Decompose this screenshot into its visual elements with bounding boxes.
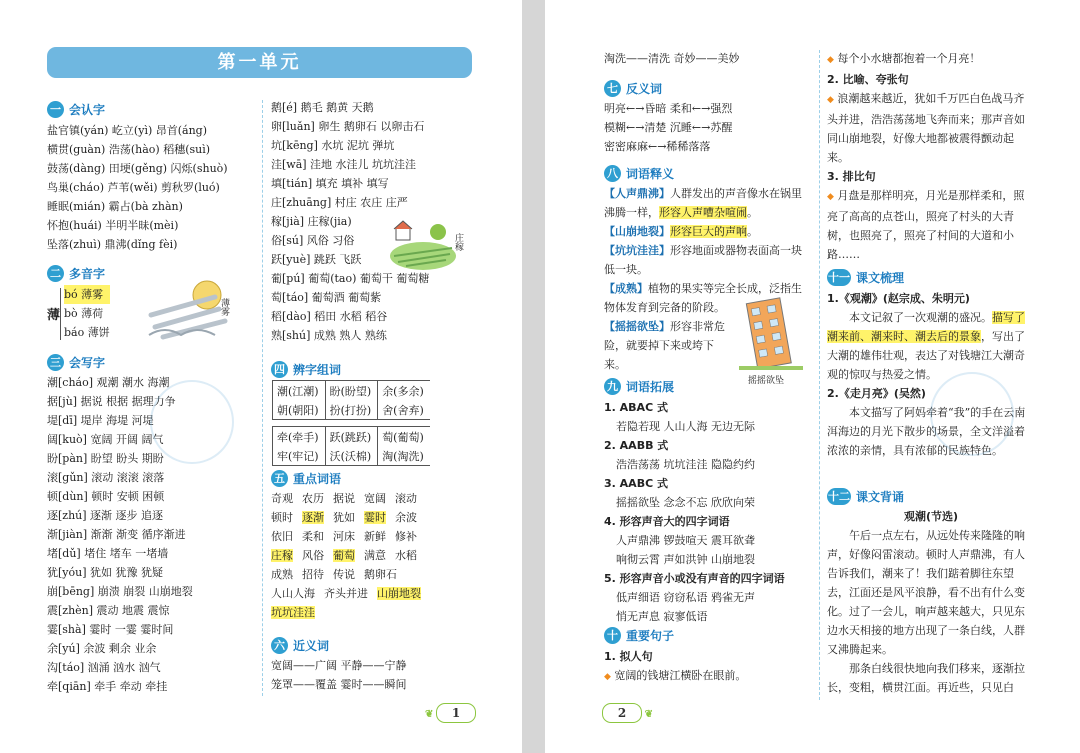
keyword: 坑坑洼洼	[271, 606, 315, 619]
antonym-line: 明亮←→昏暗 柔和←→强烈	[604, 102, 733, 115]
keyword-row	[271, 508, 491, 527]
page-number-badge	[425, 703, 476, 723]
leaf-icon: ❦	[425, 709, 434, 720]
write-line: 稻[dào] 稻田 水稻 稻谷	[271, 310, 388, 323]
discriminate-word: 扮(打扮)	[325, 400, 378, 420]
keyword: 水稻	[395, 549, 417, 562]
keyword: 修补	[395, 530, 417, 543]
section-recognize-heading	[47, 100, 105, 119]
definition-term: 【人声鼎沸】	[604, 187, 670, 200]
write-line: 逐[zhú] 逐渐 逐步 追逐	[47, 509, 164, 522]
write-line: 堤[dī] 堤岸 海堤 河堤	[47, 414, 154, 427]
expand-items: 浩浩荡荡 坑坑洼洼 隐隐约约	[616, 458, 755, 471]
section-number: 八	[604, 165, 621, 182]
section-title: 辨字组词	[293, 363, 342, 377]
keyword: 鹅卵石	[364, 568, 397, 581]
recite-title: 观潮(节选)	[903, 510, 959, 523]
section-number: 一	[47, 101, 64, 118]
keyword: 逐渐	[302, 511, 324, 524]
section-sentences-heading	[604, 626, 674, 645]
recognize-line: 盐官镇(yán) 屹立(yì) 昂首(áng)	[47, 124, 208, 137]
section-number: 十	[604, 627, 621, 644]
write-line: 震[zhèn] 震动 地震 震惊	[47, 604, 170, 617]
discriminate-word: 跃(跳跃)	[325, 427, 378, 447]
write-line: 跃[yuè] 跳跃 飞跃	[271, 253, 362, 266]
antonym-line: 密密麻麻←→稀稀落落	[604, 140, 711, 153]
keyword-row	[271, 603, 491, 622]
summary-highlight: 描写了潮来前、潮来时、潮去后的景象	[827, 311, 1025, 343]
definition-highlight: 形容人声嘈杂喧闹	[659, 206, 747, 219]
keyword: 柔和	[302, 530, 324, 543]
summary-title: 2.《走月亮》(吴然)	[827, 387, 926, 400]
section-summary-heading	[827, 268, 904, 287]
write-line: 堵[dǔ] 堵住 堵车 一堵墙	[47, 547, 169, 560]
column-divider	[262, 100, 263, 696]
summary-paragraph	[827, 308, 1035, 384]
sentence-item	[827, 89, 1035, 167]
section-number: 四	[271, 361, 288, 378]
recognize-line: 怀抱(huái) 半明半昧(mèi)	[47, 219, 179, 232]
discriminate-word: 潮(江潮)	[273, 381, 326, 401]
expand-heading: 3. AABC 式	[604, 477, 668, 490]
section-number: 九	[604, 378, 621, 395]
keyword: 宽阔	[364, 492, 386, 505]
keyword: 庄稼	[271, 549, 293, 562]
write-line: 鹅[é] 鹅毛 鹅黄 天鹅	[271, 101, 374, 114]
recognize-line: 横贯(guàn) 浩荡(hào) 稻穗(suì)	[47, 143, 211, 156]
write-line: 萄[táo] 葡萄酒 葡萄紫	[271, 291, 382, 304]
discriminate-word: 萄(葡萄)	[378, 427, 430, 447]
recite-block	[827, 507, 1035, 697]
section-title: 重要句子	[626, 629, 675, 643]
polyphone-line: báo 薄饼	[64, 326, 110, 339]
recite-paragraph: 那条白线很快地向我们移来，逐渐拉长，变粗，横贯江面。再近些，只见白	[827, 662, 1025, 694]
keyword: 山崩地裂	[377, 587, 421, 600]
definition-term: 【成熟】	[604, 282, 648, 295]
sentence-heading: 2. 比喻、夸张句	[827, 73, 909, 86]
synonym-continuation	[604, 49, 740, 68]
definition-item	[604, 241, 809, 279]
expand-heading: 1. ABAC 式	[604, 401, 668, 414]
bullet-icon: ◆	[604, 672, 611, 682]
definition-highlight: 形容巨大的声响	[670, 225, 747, 238]
write-line: 犹[yóu] 犹如 犹豫 犹疑	[47, 566, 163, 579]
sentence-column	[827, 49, 1035, 264]
write-line: 牵[qiān] 牵手 牵动 牵挂	[47, 680, 168, 693]
sentence-item	[827, 186, 1035, 264]
section-number: 二	[47, 265, 64, 282]
section-number: 六	[271, 637, 288, 654]
section-polyphone-heading	[47, 264, 105, 283]
keyword-row	[271, 489, 491, 508]
section-number: 七	[604, 80, 621, 97]
definition-item	[604, 222, 809, 241]
keyword-row	[271, 527, 491, 546]
write-line: 庄[zhuāng] 村庄 农庄 庄严	[271, 196, 408, 209]
section-title: 词语释义	[626, 167, 675, 181]
keyword: 霎时	[364, 511, 386, 524]
discriminate-word: 牢(牢记)	[273, 446, 326, 466]
keyword: 人山人海	[271, 587, 315, 600]
recite-paragraph: 午后一点左右，从远处传来隆隆的响声，好像闷雷滚动。顿时人声鼎沸，有人告诉我们，潮来了！我们踮着脚往东望去，江面还是风平浪静，看不出有什么变化。过了一会儿，响声越来越大，只见东边水天相接的地方出现了一条白线，人群又沸腾起来。	[827, 529, 1025, 656]
recognize-line: 坠落(zhuì) 鼎沸(dǐng fèi)	[47, 238, 178, 251]
definition-end: 。	[747, 206, 758, 219]
section-title: 课文背诵	[856, 490, 905, 504]
sentence-item	[827, 49, 1035, 70]
expand-items: 若隐若现 人山人海 无边无际	[616, 420, 755, 433]
keyword-list	[271, 489, 491, 622]
expand-heading: 5. 形容声音小或没有声音的四字词语	[604, 572, 785, 585]
section-synonym-heading	[271, 636, 329, 655]
sentence-item	[604, 666, 814, 687]
antonym-line: 模糊←→清楚 沉睡←→苏醒	[604, 121, 733, 134]
discriminate-word: 盼(盼望)	[325, 381, 378, 401]
discriminate-word: 沃(沃棉)	[325, 446, 378, 466]
polyphone-brace	[60, 288, 61, 340]
discriminate-word: 淘(淘洗)	[378, 446, 430, 466]
keyword: 余波	[395, 511, 417, 524]
right-page	[545, 0, 1080, 753]
keyword: 依旧	[271, 530, 293, 543]
section-number: 三	[47, 354, 64, 371]
discriminate-word: 舍(舍弃)	[378, 400, 430, 420]
definition-text: 形容地面或器物表面高一块低一块。	[604, 244, 802, 276]
definition-item	[604, 184, 809, 222]
section-title: 近义词	[293, 639, 330, 653]
discriminate-word: 朝(朝阳)	[273, 400, 326, 420]
keyword: 犹如	[333, 511, 355, 524]
definition-text: 植物的果实等完全长成，泛指生物体发育到完备的阶段。	[604, 282, 802, 314]
section-expand-heading	[604, 377, 674, 396]
keyword: 奇观	[271, 492, 293, 505]
definition-end: 。	[747, 225, 758, 238]
section-recite-heading	[827, 487, 904, 506]
section-antonym-heading	[604, 79, 662, 98]
leaf-icon: ❦	[644, 709, 653, 720]
section-title: 词语拓展	[626, 380, 675, 394]
synonym-line: 宽阔——广阔 平静——宁静	[271, 659, 407, 672]
expand-heading: 2. AABB 式	[604, 439, 669, 452]
keyword: 农历	[302, 492, 324, 505]
write-line: 稼[jià] 庄稼(jia)	[271, 215, 352, 228]
summary-text: 本文记叙了一次观潮的盛况。	[849, 311, 992, 324]
recognize-list	[47, 121, 257, 254]
keyword: 新鲜	[364, 530, 386, 543]
write-line: 余[yú] 余波 剩余 业余	[47, 642, 157, 655]
keyword: 河床	[333, 530, 355, 543]
discriminate-word: 牵(牵手)	[273, 427, 326, 447]
write-line: 洼[wā] 洼地 水洼儿 坑坑洼洼	[271, 158, 417, 171]
section-number: 五	[271, 470, 288, 487]
section-title: 会认字	[69, 103, 106, 117]
keyword: 风俗	[302, 549, 324, 562]
section-number: 十一	[828, 271, 850, 284]
keyword: 传说	[333, 568, 355, 581]
keyword: 成熟	[271, 568, 293, 581]
definition-term: 【摇摇欲坠】	[604, 320, 670, 333]
sentence-heading: 3. 排比句	[827, 170, 876, 183]
recognize-line: 鸟巢(cháo) 芦苇(wěi) 剪秋罗(luó)	[47, 181, 220, 194]
watermark-seal	[150, 380, 234, 464]
keyword-row	[271, 565, 491, 584]
expand-list	[604, 398, 814, 626]
synonym-list	[271, 656, 407, 694]
write-line: 坑[kēng] 水坑 泥坑 弹坑	[271, 139, 395, 152]
expand-items: 人声鼎沸 锣鼓喧天 震耳欲聋 响彻云霄 声如洪钟 山崩地裂	[616, 534, 755, 566]
definition-term: 【坑坑洼洼】	[604, 244, 670, 257]
section-write-heading	[47, 353, 105, 372]
synonym-line: 淘洗——清洗 奇妙——美妙	[604, 52, 740, 65]
section-number: 十二	[828, 490, 850, 503]
write-line: 卵[luǎn] 卵生 鹅卵石 以卵击石	[271, 120, 425, 133]
sentence-text: 宽阔的钱塘江横卧在眼前。	[614, 669, 747, 682]
definition-text: 人群发出的声音像水在锅里沸腾一样，	[604, 187, 802, 219]
keyword: 葡萄	[333, 549, 355, 562]
discriminate-groups	[272, 380, 430, 472]
keyword: 据说	[333, 492, 355, 505]
discriminate-word: 余(多余)	[378, 381, 430, 401]
write-line: 渐[jiàn] 渐渐 渐变 循序渐进	[47, 528, 186, 541]
section-discriminate-heading	[271, 360, 341, 379]
sentence-heading: 1. 拟人句	[604, 650, 653, 663]
write-line: 阔[kuò] 宽阔 开阔 阔气	[47, 433, 164, 446]
definition-item	[604, 317, 734, 374]
keyword: 招待	[302, 568, 324, 581]
expand-items: 低声细语 窃窃私语 鸦雀无声 悄无声息 寂寥低语	[616, 591, 755, 623]
write-line: 据[jù] 据说 根据 据理力争	[47, 395, 176, 408]
column-divider	[819, 50, 820, 700]
write-line: 潮[cháo] 观潮 潮水 海潮	[47, 376, 170, 389]
sentence-text: 浪潮越来越近，犹如千万匹白色战马齐头并进，浩浩荡荡地飞奔而来；那声音如同山崩地裂，好像大地都被震得颤动起来。	[827, 92, 1025, 164]
page-gutter	[522, 0, 545, 753]
keyword: 顿时	[271, 511, 293, 524]
section-title: 会写字	[69, 356, 106, 370]
bullet-icon: ◆	[827, 95, 834, 105]
write-line: 霎[shà] 霎时 一霎 霎时间	[47, 623, 174, 636]
section-keywords-heading	[271, 469, 341, 488]
keyword-row	[271, 584, 491, 603]
sentence-text: 每个小水塘都抱着一个月亮！	[837, 52, 981, 65]
summary-title: 1.《观潮》(赵宗成、朱明元)	[827, 292, 970, 305]
discriminate-row	[272, 380, 430, 420]
recognize-line: 鼓荡(dàng) 田埂(gěng) 闪烁(shuò)	[47, 162, 228, 175]
building-label: 摇摇欲坠	[748, 376, 785, 386]
watermark-seal	[930, 372, 1014, 456]
page-number: 1	[451, 706, 461, 720]
sentence-text: 月盘是那样明亮，月光是那样柔和，照亮了高高的点苍山，照亮了村头的大青树，也照亮了，照亮了村间的大道和小路……	[827, 189, 1025, 261]
keyword: 滚动	[395, 492, 417, 505]
write-line: 熟[shú] 成熟 熟人 熟练	[271, 329, 387, 342]
keyword: 齐头并进	[324, 587, 368, 600]
expand-heading: 4. 形容声音大的四字词语	[604, 515, 730, 528]
fog-label: 薄雾	[219, 298, 229, 316]
write-line: 崩[bēng] 崩溃 崩裂 山崩地裂	[47, 585, 193, 598]
write-line: 顿[dùn] 顿时 安顿 困顿	[47, 490, 165, 503]
bullet-icon: ◆	[827, 192, 834, 202]
section-title: 多音字	[69, 267, 106, 281]
write-line: 填[tián] 填充 填补 填写	[271, 177, 389, 190]
summary-paragraph: 本文描写了阿妈牵着“我”的手在云南洱海边的月光下散步的场景，全文洋溢着浓浓的亲情，具有浓郁的民族特色。	[827, 406, 1026, 457]
write-line: 沟[táo] 汹涌 汹水 汹气	[47, 661, 161, 674]
synonym-line: 笼罩——覆盖 霎时——瞬间	[271, 678, 407, 691]
building-illustration	[735, 290, 807, 374]
recognize-line: 睡眠(mián) 霸占(bà zhàn)	[47, 200, 183, 213]
antonym-list	[604, 99, 732, 156]
polyphone-list	[64, 285, 110, 342]
write-line: 俗[sú] 风俗 习俗	[271, 234, 355, 247]
unit-banner: 第一单元	[47, 47, 472, 78]
expand-items: 摇摇欲坠 念念不忘 欣欣向荣	[616, 496, 755, 509]
write-line: 滚[gǔn] 滚动 滚滚 滚落	[47, 471, 165, 484]
keyword: 满意	[364, 549, 386, 562]
bullet-icon: ◆	[827, 55, 834, 65]
keyword-row	[271, 546, 491, 565]
discriminate-row	[272, 426, 430, 466]
farm-illustration	[388, 218, 458, 272]
polyphone-char: 薄	[47, 308, 61, 323]
page-number-badge	[602, 703, 653, 723]
section-definitions-heading	[604, 164, 674, 183]
left-page	[0, 0, 522, 753]
polyphone-line: bò 薄荷	[64, 307, 104, 320]
definition-text: 形容非常危险，就要掉下来或垮下来。	[604, 320, 725, 371]
page-number: 2	[617, 706, 627, 720]
write-line: 葡[pú] 葡萄(tao) 葡萄干 葡萄糖	[271, 272, 430, 285]
polyphone-line: bó 薄雾	[64, 285, 110, 304]
section-title: 反义词	[626, 82, 663, 96]
farm-label: 庄稼	[453, 233, 463, 251]
section-title: 课文梳理	[856, 271, 905, 285]
summary-text: ，写出了大潮的雄伟壮观，表达了对钱塘江大潮奇观的惊叹与热爱之情。	[827, 330, 1025, 381]
definition-term: 【山崩地裂】	[604, 225, 670, 238]
section-title: 重点词语	[293, 472, 342, 486]
write-line: 盼[pàn] 盼望 盼头 期盼	[47, 452, 164, 465]
